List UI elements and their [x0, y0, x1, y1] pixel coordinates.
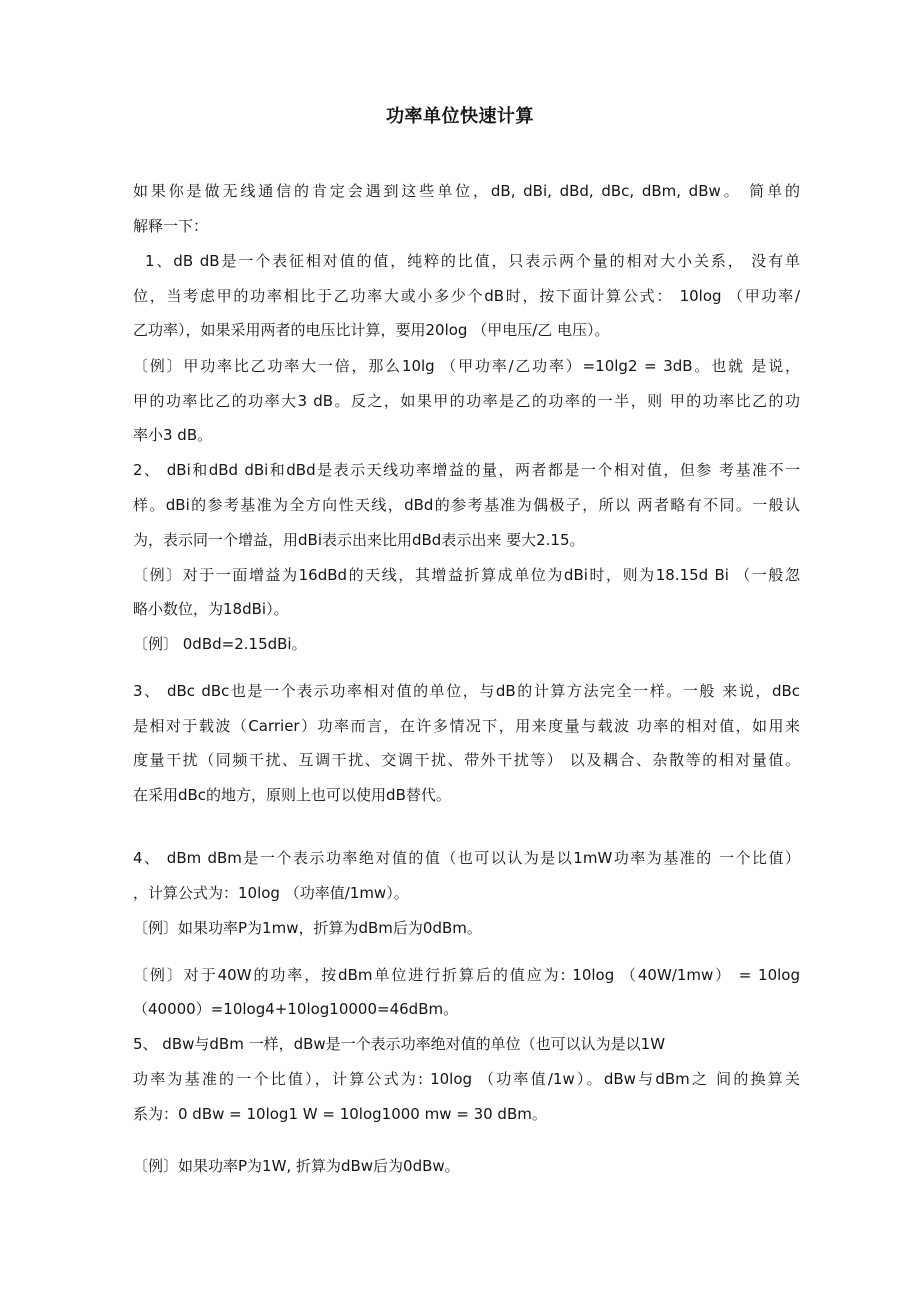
paragraph-line: 率小3 dB。 [133, 426, 213, 444]
paragraph-line: ，计算公式为：10log （功率值/1mw）。 [133, 884, 409, 902]
example-line: 〔例〕 0dBd=2.15dBi。 [133, 635, 307, 653]
example-line: 〔例〕对于40W的功率，按dBm单位进行折算后的值应为: 10log （40W/1mw） = 10log [133, 966, 800, 984]
paragraph-line: 是相对于载波（Carrier）功率而言，在许多情况下，用来度量与载波 功率的相对值，如用来 [133, 717, 800, 735]
paragraph-line: 在采用dBc的地方，原则上也可以使用dB替代。 [133, 786, 451, 804]
example-line: 〔例〕如果功率P为1mw，折算为dBm后为0dBm。 [133, 919, 482, 937]
section-1-heading-line: 1、dB dB是一个表征相对值的值，纯粹的比值，只表示两个量的相对大小关系， 没有单 [145, 252, 800, 270]
page-title: 功率单位快速计算 [386, 106, 534, 127]
section-5-heading-line: 5、 dBw与dBm 一样，dBw是一个表示功率绝对值的单位（也可以认为是以1W [133, 1035, 666, 1053]
example-line: 〔例〕如果功率P为1W, 折算为dBw后为0dBw。 [133, 1157, 460, 1175]
section-2-heading-line: 2、 dBi和dBd dBi和dBd是表示天线功率增益的量，两者都是一个相对值，但参 考基准不一 [133, 461, 800, 479]
paragraph-line: 略小数位，为18dBi）。 [133, 600, 289, 618]
paragraph-line: 甲的功率比乙的功率大3 dB。反之，如果甲的功率是乙的功率的一半，则 甲的功率比乙的功 [133, 392, 800, 410]
paragraph-line: 解释一下： [133, 217, 209, 235]
section-4-heading-line: 4、 dBm dBm是一个表示功率绝对值的值（也可以认为是以1mW功率为基准的 一个比值） [133, 849, 800, 867]
example-line: 〔例〕甲功率比乙功率大一倍，那么10lg （甲功率/乙功率）=10lg2 = 3dB。也就 是说， [133, 357, 800, 375]
paragraph-line: 为，表示同一个增益，用dBi表示出来比用dBd表示出来 要大2.15。 [133, 531, 585, 549]
paragraph-line: 度量干扰（同频干扰、互调干扰、交调干扰、带外干扰等） 以及耦合、杂散等的相对量值。 [133, 751, 800, 769]
paragraph-line: （40000）=10log4+10log10000=46dBm。 [133, 1000, 459, 1018]
paragraph-line: 功率为基准的一个比值），计算公式为: 10log （功率值/1w）。dBw与dBm之 间的换算关 [133, 1070, 800, 1088]
paragraph-line: 系为：0 dBw = 10log1 W = 10log1000 mw = 30 dBm。 [133, 1105, 547, 1123]
paragraph-line: 位，当考虑甲的功率相比于乙功率大或小多少个dB时，按下面计算公式： 10log （甲功率/ [133, 287, 800, 305]
paragraph-line: 样。dBi的参考基准为全方向性天线，dBd的参考基准为偶极子，所以 两者略有不同。一般认 [133, 496, 800, 514]
section-3-heading-line: 3、 dBc dBc也是一个表示功率相对值的单位，与dB的计算方法完全一样。一般 来说，dBc [133, 682, 800, 700]
paragraph-line: 如果你是做无线通信的肯定会遇到这些单位，dB, dBi, dBd, dBc, dBm, dBw。 简单的 [133, 182, 800, 200]
paragraph-line: 乙功率），如果采用两者的电压比计算，要用20log （甲电压/乙 电压）。 [133, 321, 610, 339]
example-line: 〔例〕对于一面增益为16dBd的天线，其增益折算成单位为dBi时，则为18.15d Bi （一般忽 [133, 566, 800, 584]
